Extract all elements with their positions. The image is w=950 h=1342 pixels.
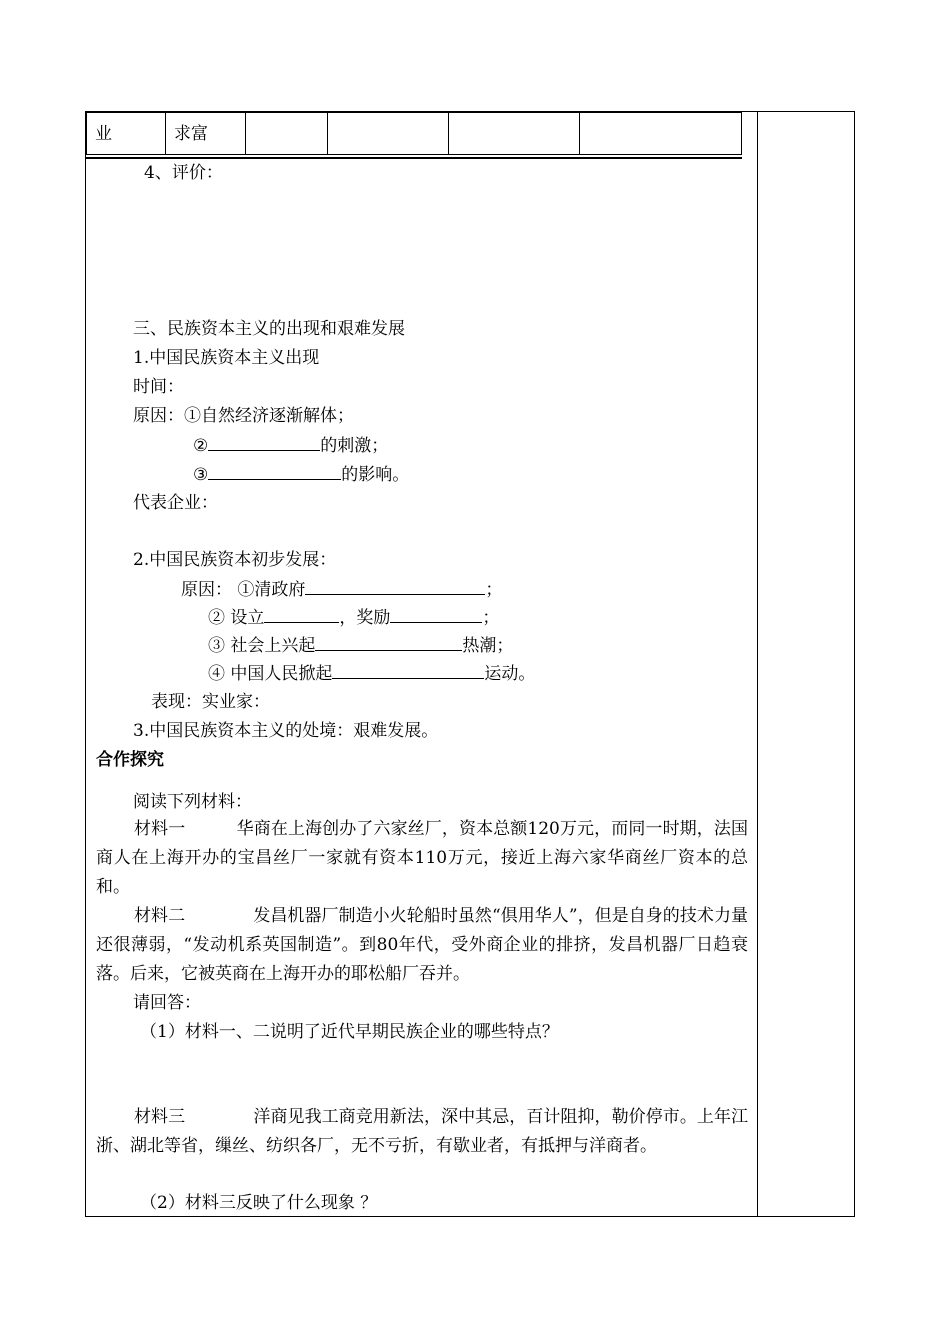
subsection-title: 2.中国民族资本初步发展： — [133, 550, 337, 570]
fill-blank[interactable] — [264, 606, 339, 623]
fill-blank[interactable] — [208, 463, 341, 480]
fill-blank[interactable] — [332, 662, 484, 679]
development-text: ② 设立 — [208, 608, 265, 628]
reason-text: 的影响。 — [341, 465, 410, 485]
question-one: （1）材料一、二说明了近代早期民族企业的哪些特点？ — [140, 1022, 559, 1042]
table-cell: 求富 — [166, 113, 246, 155]
question-two: （2）材料三反映了什么现象 ？ — [140, 1193, 378, 1213]
development-text: 热潮； — [462, 636, 514, 656]
reason-line — [193, 434, 388, 457]
development-line — [208, 634, 513, 657]
table-bottom-rule — [86, 154, 742, 159]
development-line — [181, 578, 502, 601]
enterprise-label: 代表企业： — [133, 493, 218, 513]
reason-text: 的刺激； — [320, 436, 389, 456]
table-cell — [580, 113, 742, 155]
development-text: ③ 社会上兴起 — [208, 636, 316, 656]
development-line — [208, 606, 499, 629]
material-two: 材料二 发昌机器厂制造小火轮船时虽然“倶用华人”，但是自身的技术力量还很薄弱，“发动机系英国制造”。到80年代，受外商企业的排挤，发昌机器厂日趋衰落。后来，它被英商在上海开办的耶松船厂吞并。 — [96, 906, 748, 984]
answer-prompt: 请回答： — [133, 993, 201, 1013]
time-label: 时间： — [133, 377, 184, 397]
reason-line — [193, 463, 409, 486]
table-cell — [246, 113, 328, 155]
table-cell: 业 — [87, 113, 166, 155]
fill-blank[interactable] — [315, 634, 462, 651]
cooperation-heading: 合作探究 — [96, 750, 164, 770]
table-cell — [328, 113, 449, 155]
read-prompt: 阅读下列材料： — [133, 792, 252, 812]
fill-blank[interactable] — [208, 434, 320, 451]
right-column-divider — [757, 111, 758, 1217]
evaluation-label: 4、评价： — [144, 163, 223, 183]
table-row — [87, 113, 742, 155]
reason-number: ③ — [193, 465, 209, 485]
section-title: 三、民族资本主义的出现和艰难发展 — [133, 319, 405, 339]
development-text: 运动。 — [484, 664, 536, 684]
material-three: 材料三 洋商见我工商竞用新法，深中其忌，百计阻抑，勒价停市。上年江浙、湖北等省，缫丝、纺织各厂，无不亏折，有歇业者，有抵押与洋商者。 — [96, 1107, 748, 1156]
subsection-title: 3.中国民族资本主义的处境：艰难发展。 — [133, 721, 439, 741]
reason-line: 原因：①自然经济逐渐解体； — [133, 406, 354, 426]
development-text: ，奖励 — [339, 608, 391, 628]
comparison-table — [86, 112, 742, 155]
material-one: 材料一 华商在上海创办了六家丝厂，资本总额120万元，而同一时期，法国商人在上海开办的宝昌丝厂一家就有资本110万元，接近上海六家华商丝厂资本的总和。 — [96, 819, 748, 897]
subsection-title: 1.中国民族资本主义出现 — [133, 348, 320, 368]
reason-number: ② — [193, 436, 209, 456]
development-text: 原因： ①清政府 — [181, 580, 306, 600]
table-cell — [449, 113, 580, 155]
fill-blank[interactable] — [305, 578, 485, 595]
development-text: ④ 中国人民掀起 — [208, 664, 333, 684]
development-text: ； — [485, 580, 503, 600]
development-line — [208, 662, 535, 685]
development-text: ； — [482, 608, 500, 628]
fill-blank[interactable] — [390, 606, 482, 623]
performance-label: 表现：实业家： — [151, 692, 270, 712]
